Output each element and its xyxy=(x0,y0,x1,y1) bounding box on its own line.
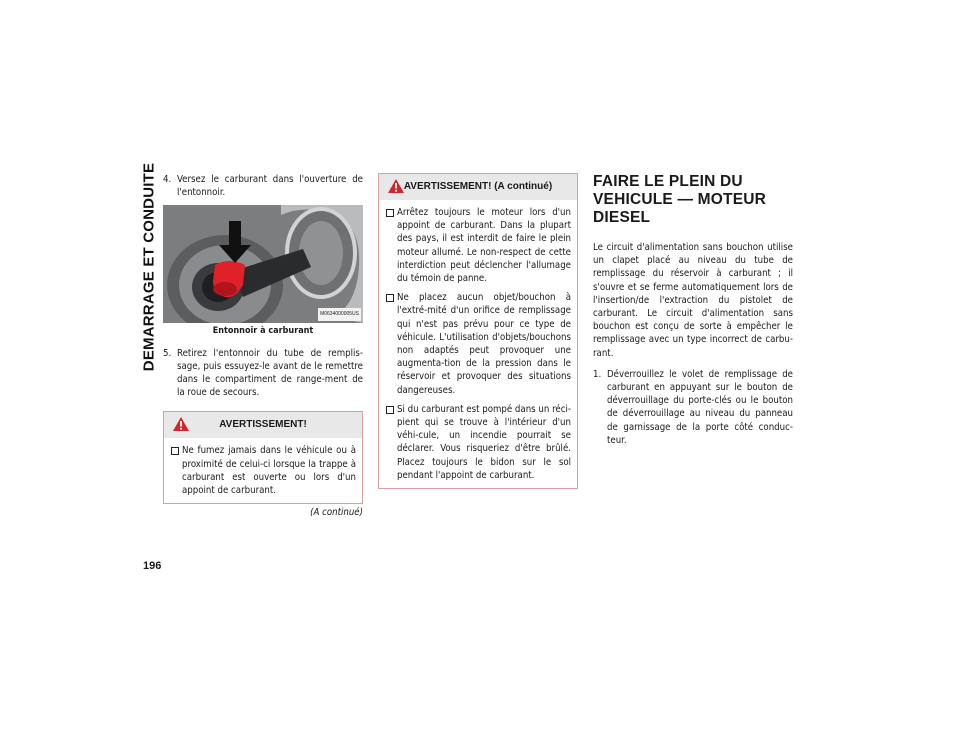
checkbox-bullet-icon xyxy=(386,209,394,217)
warning-title: AVERTISSEMENT! (A continué) xyxy=(403,181,553,192)
warning-bullet-text: Arrêtez toujours le moteur lors d'un appoint de carburant. Dans la plupart des pays, il est interdit de faire le plein moteur allumé. Le non-respect de cette interdiction peut déclencher l'allumage du témoin de panne. xyxy=(397,207,571,285)
step-5 xyxy=(163,347,363,400)
fuel-funnel-illustration xyxy=(163,205,363,323)
step-1 xyxy=(593,368,793,447)
warning-bullet-text: Ne placez aucun objet/bouchon à l'extré-mité d'un orifice de remplissage qui n'est pas prévu pour ce type de véhicule. L'utilisation d'objets/bouchons non adaptés peut provoquer une augmenta-tion de la pression dans le réservoir et provoquer des situations dangereuses. xyxy=(397,292,571,396)
warning-body xyxy=(164,438,362,503)
step-number: 4. xyxy=(163,174,172,185)
checkbox-bullet-icon xyxy=(171,447,179,455)
warning-bullet xyxy=(385,291,571,397)
section-title-line: FAIRE LE PLEIN DU xyxy=(593,173,743,190)
continued-note: (A continué) xyxy=(310,507,363,519)
column-left xyxy=(163,173,363,519)
warning-triangle-icon xyxy=(172,416,190,432)
photo-reference-code: M0634000005US xyxy=(318,308,361,321)
column-middle xyxy=(378,173,578,489)
warning-bullet-text: Ne fumez jamais dans le véhicule ou à proximité de celui-ci lorsque la trappe à carburant est ouverte ou lors d'un appoint de carburant. xyxy=(182,445,356,497)
step-text: Versez le carburant dans l'ouverture de l'entonnoir. xyxy=(177,174,363,199)
warning-bullet xyxy=(385,206,571,285)
column-right xyxy=(593,173,793,453)
section-title xyxy=(593,173,793,227)
chapter-title: DEMARRAGE ET CONDUITE xyxy=(140,162,158,372)
warning-body xyxy=(379,200,577,488)
step-number: 5. xyxy=(163,347,172,359)
checkbox-bullet-icon xyxy=(386,406,394,414)
warning-bullet-text: Si du carburant est pompé dans un réci-pient qui se trouve à l'intérieur d'un véhi-cule, un incendie pourrait se déclarer. Vous risqueriez d'être brûlé. Placez toujours le bidon sur le sol pendant l'appoint de carburant. xyxy=(397,403,571,481)
photo-caption: Entonnoir à carburant xyxy=(212,326,314,337)
step-text: Retirez l'entonnoir du tube de remplis-sage, puis essuyez-le avant de le remettre dans le compartiment de range-ment de la roue de secours. xyxy=(177,347,363,399)
warning-box xyxy=(163,411,363,504)
warning-bullet xyxy=(385,403,571,482)
warning-bullet xyxy=(170,444,356,497)
section-title-line: VEHICULE — MOTEUR xyxy=(593,191,767,208)
section-title-line: DIESEL xyxy=(593,209,651,226)
warning-triangle-icon xyxy=(387,178,405,194)
warning-header xyxy=(379,174,577,200)
chapter-side-tab xyxy=(139,162,159,372)
warning-header xyxy=(164,412,362,438)
warning-box-continued xyxy=(378,173,578,489)
step-text: Déverrouillez le volet de remplissage de carburant en appuyant sur le bouton de déverrouillage du porte-clés ou le bouton de déverrouillage au niveau du panneau de garnissage de la porte côté conduc-teur. xyxy=(607,368,793,446)
warning-title: AVERTISSEMENT! xyxy=(219,419,307,431)
page-number: 196 xyxy=(143,560,162,572)
checkbox-bullet-icon xyxy=(386,294,394,302)
step-number: 1. xyxy=(593,368,602,380)
intro-paragraph: Le circuit d'alimentation sans bouchon utilise un clapet placé au niveau du tube de remplissage du réservoir à carburant ; il s'ouvre et se ferme automatiquement lors de l'insertion/de l'extraction du pistolet de carburant. Le circuit d'alimentation sans bouchon est conçu de sorte à empêcher le remplissage avec un type incorrect de carbu-rant. xyxy=(593,242,793,359)
fuel-funnel-photo xyxy=(163,205,363,323)
step-4 xyxy=(163,173,363,199)
